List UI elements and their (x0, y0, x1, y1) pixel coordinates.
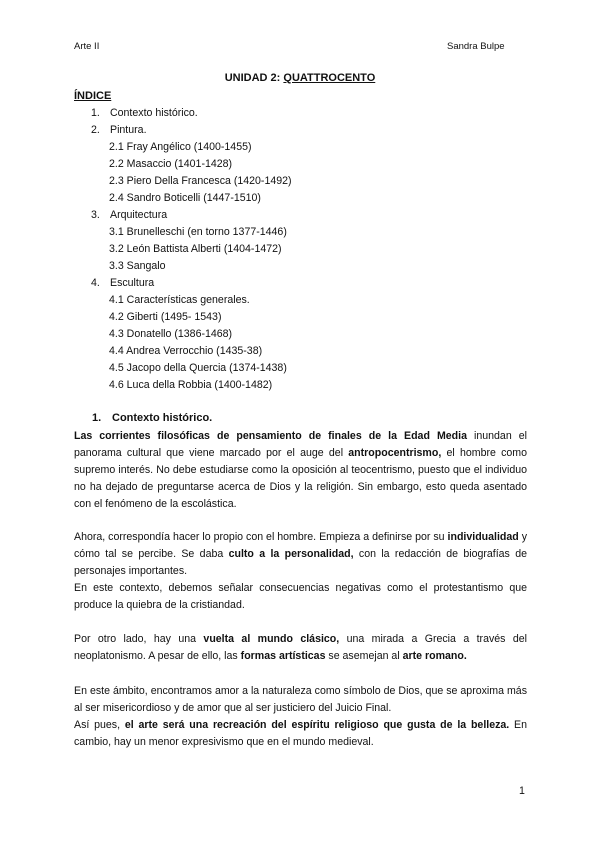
toc-subitem: 2.3 Piero Della Francesca (1420-1492) (109, 175, 292, 187)
toc-subitem: 4.4 Andrea Verrocchio (1435-38) (109, 345, 263, 357)
toc-item-label: Arquitectura (110, 209, 168, 221)
text: el hombre como supremo interés. No debe estudiarse como la oposición al teocentrismo, puesto que el individuo no ha dejado de preguntarse acerca de Dios y la religión. Sin embargo, esto queda asentado con el fenómeno de la escolástica. (74, 447, 527, 511)
unit-title (0, 72, 600, 84)
toc-subitem: 3.1 Brunelleschi (en torno 1377-1446) (109, 226, 287, 238)
text: En este contexto, debemos señalar consecuencias negativas como el protestantismo que produce la quiebra de la cristiandad. (74, 582, 527, 612)
toc-subitem: 4.3 Donatello (1386-1468) (109, 328, 233, 340)
text: Por otro lado, hay una (74, 633, 204, 645)
toc-item-label: Pintura. (110, 124, 147, 136)
text: se asemejan al (325, 650, 403, 663)
bold-text: el arte será una recreación del espíritu religioso que gusta de la belleza. (124, 719, 510, 731)
unit-title-prefix: UNIDAD 2: (224, 72, 284, 84)
toc-subitem: 4.6 Luca della Robbia (1400-1482) (109, 379, 273, 391)
bold-text: individualidad (447, 531, 519, 543)
toc-subitem: 3.3 Sangalo (109, 260, 166, 272)
index-heading: ÍNDICE (74, 90, 112, 102)
section-number: 1. (92, 412, 102, 424)
page-number: 1 (519, 785, 525, 797)
bold-text: culto a la personalidad, (228, 548, 354, 561)
text: y cómo tal se percibe. Se daba (74, 531, 528, 561)
text: con la redacción de biografías de personajes importantes. (74, 548, 527, 578)
header-left: Arte II (74, 41, 100, 52)
bold-text: antropocentrismo, (348, 447, 442, 460)
toc-subitem: 4.5 Jacopo della Quercia (1374-1438) (109, 362, 287, 374)
bold-text: formas artísticas (240, 650, 326, 663)
toc-item (91, 107, 198, 119)
toc-item-label: Escultura (110, 277, 155, 289)
paragraph-3 (74, 580, 527, 614)
toc-item-number: 1. (91, 107, 100, 119)
toc-item-number: 4. (91, 277, 100, 289)
text: En este ámbito, encontramos amor a la naturaleza como símbolo de Dios, que se aproxima más al ser misericordioso y de amor que al ser justiciero del Juicio Final. (74, 685, 527, 715)
section-heading (92, 412, 212, 424)
text: Así pues, (74, 719, 125, 731)
bold-text: Las corrientes filosóficas de pensamiento de finales de la Edad Media (74, 430, 467, 442)
section-title: Contexto histórico. (112, 412, 213, 424)
text: Ahora, correspondía hacer lo propio con el hombre. Empieza a definirse por su (74, 531, 448, 543)
toc-item-number: 3. (91, 209, 100, 221)
text: En cambio, hay un menor expresivismo que en el mundo medieval. (74, 719, 527, 749)
toc-item (91, 124, 147, 136)
text: una mirada a Grecia a través del neoplatonismo. A pesar de ello, las (74, 633, 527, 663)
toc-subitem: 4.1 Características generales. (109, 294, 250, 306)
toc-item-number: 2. (91, 124, 100, 136)
toc-subitem: 2.2 Masaccio (1401-1428) (109, 158, 233, 170)
text: inundan el panorama cultural que viene marcado por el auge del (74, 430, 527, 460)
toc-item-label: Contexto histórico. (110, 107, 198, 119)
paragraph-5 (74, 683, 527, 717)
toc-subitem: 3.2 León Battista Alberti (1404-1472) (109, 243, 282, 255)
paragraph-2 (74, 529, 527, 580)
paragraph-6 (74, 717, 527, 751)
toc-subitem: 4.2 Giberti (1495- 1543) (109, 311, 222, 323)
paragraph-1 (74, 428, 527, 513)
toc-subitem: 2.4 Sandro Boticelli (1447-1510) (109, 192, 261, 204)
paragraph-4 (74, 631, 527, 665)
bold-text: vuelta al mundo clásico, (203, 633, 340, 645)
toc-item (91, 277, 154, 289)
bold-text: arte romano. (402, 650, 467, 663)
header-right: Sandra Bulpe (447, 41, 505, 52)
toc-subitem: 2.1 Fray Angélico (1400-1455) (109, 141, 252, 153)
unit-title-underlined: QUATTROCENTO (283, 72, 376, 84)
toc-item (91, 209, 167, 221)
